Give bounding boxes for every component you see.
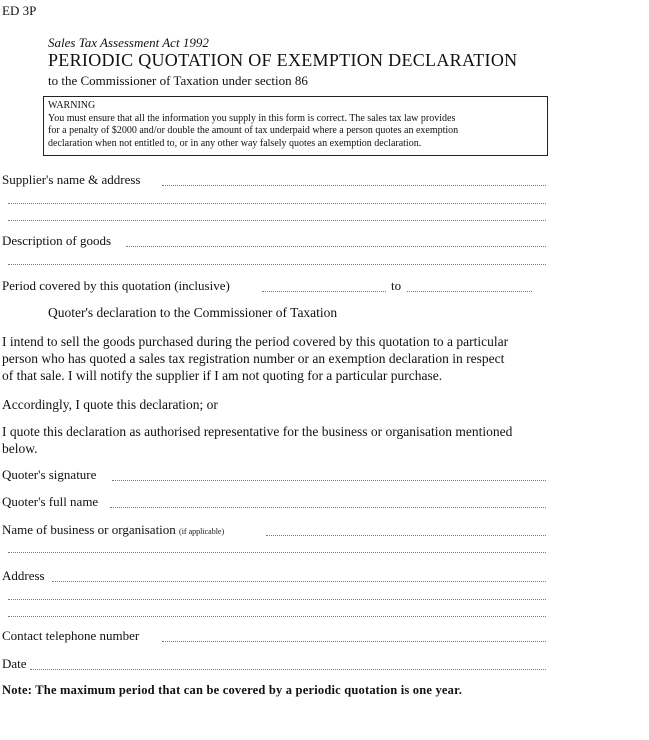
address-label: Address <box>2 568 45 583</box>
telephone-field[interactable] <box>162 641 546 642</box>
date-label: Date <box>2 656 27 671</box>
paragraph-line: person who has quoted a sales tax registration number or an exemption declaration in respect <box>2 351 505 366</box>
warning-line: declaration when not entitled to, or in any other way falsely quotes an exemption declaration. <box>48 137 422 149</box>
address-field-line-2[interactable] <box>8 599 546 600</box>
declaration-para-3 <box>2 423 512 457</box>
supplier-field[interactable] <box>162 185 546 186</box>
declaration-para-2: Accordingly, I quote this declaration; or <box>2 397 218 412</box>
period-to-label: to <box>391 278 402 293</box>
supplier-field-line-3[interactable] <box>8 220 546 221</box>
description-field[interactable] <box>126 246 546 247</box>
declaration-para-1 <box>2 333 508 384</box>
signature-label: Quoter's signature <box>2 467 97 482</box>
paragraph-line: I quote this declaration as authorised representative for the business or organisation mentioned <box>2 424 513 439</box>
business-field-line-2[interactable] <box>8 552 546 553</box>
warning-heading: WARNING <box>48 100 96 111</box>
business-label-text: Name of business or organisation <box>2 522 176 537</box>
paragraph-line: I intend to sell the goods purchased during the period covered by this quotation to a particular <box>2 334 509 349</box>
footer-note: Note: The maximum period that can be covered by a periodic quotation is one year. <box>2 683 463 697</box>
page-subtitle: to the Commissioner of Taxation under section 86 <box>48 73 308 88</box>
supplier-label: Supplier's name & address <box>2 172 141 187</box>
signature-field[interactable] <box>112 480 546 481</box>
declaration-heading: Quoter's declaration to the Commissioner of Taxation <box>48 305 338 320</box>
telephone-label: Contact telephone number <box>2 628 140 643</box>
page-title: PERIODIC QUOTATION OF EXEMPTION DECLARATION <box>48 50 518 70</box>
business-field[interactable] <box>266 535 546 536</box>
full-name-field[interactable] <box>110 507 546 508</box>
period-to-field[interactable] <box>407 291 532 292</box>
warning-line: You must ensure that all the information you supply in this form is correct. The sales tax law provides <box>48 112 456 124</box>
warning-line: for a penalty of $2000 and/or double the amount of tax underpaid where a person quotes an exemption <box>48 125 459 136</box>
address-field-line-3[interactable] <box>8 616 546 617</box>
supplier-field-line-2[interactable] <box>8 203 546 204</box>
period-label: Period covered by this quotation (inclusive) <box>2 278 230 293</box>
address-field[interactable] <box>52 581 546 582</box>
paragraph-line: of that sale. I will notify the supplier if I am not quoting for a particular purchase. <box>2 368 443 383</box>
warning-box <box>43 96 548 156</box>
form-code: ED 3P <box>2 3 37 18</box>
act-name: Sales Tax Assessment Act 1992 <box>48 35 209 50</box>
paragraph-line: below. <box>2 441 38 456</box>
business-label-note: (if applicable) <box>179 527 225 536</box>
description-field-line-2[interactable] <box>8 264 546 265</box>
period-from-field[interactable] <box>262 291 386 292</box>
full-name-label: Quoter's full name <box>2 494 99 509</box>
date-field[interactable] <box>30 669 546 670</box>
description-label: Description of goods <box>2 233 112 248</box>
business-label <box>2 522 224 538</box>
